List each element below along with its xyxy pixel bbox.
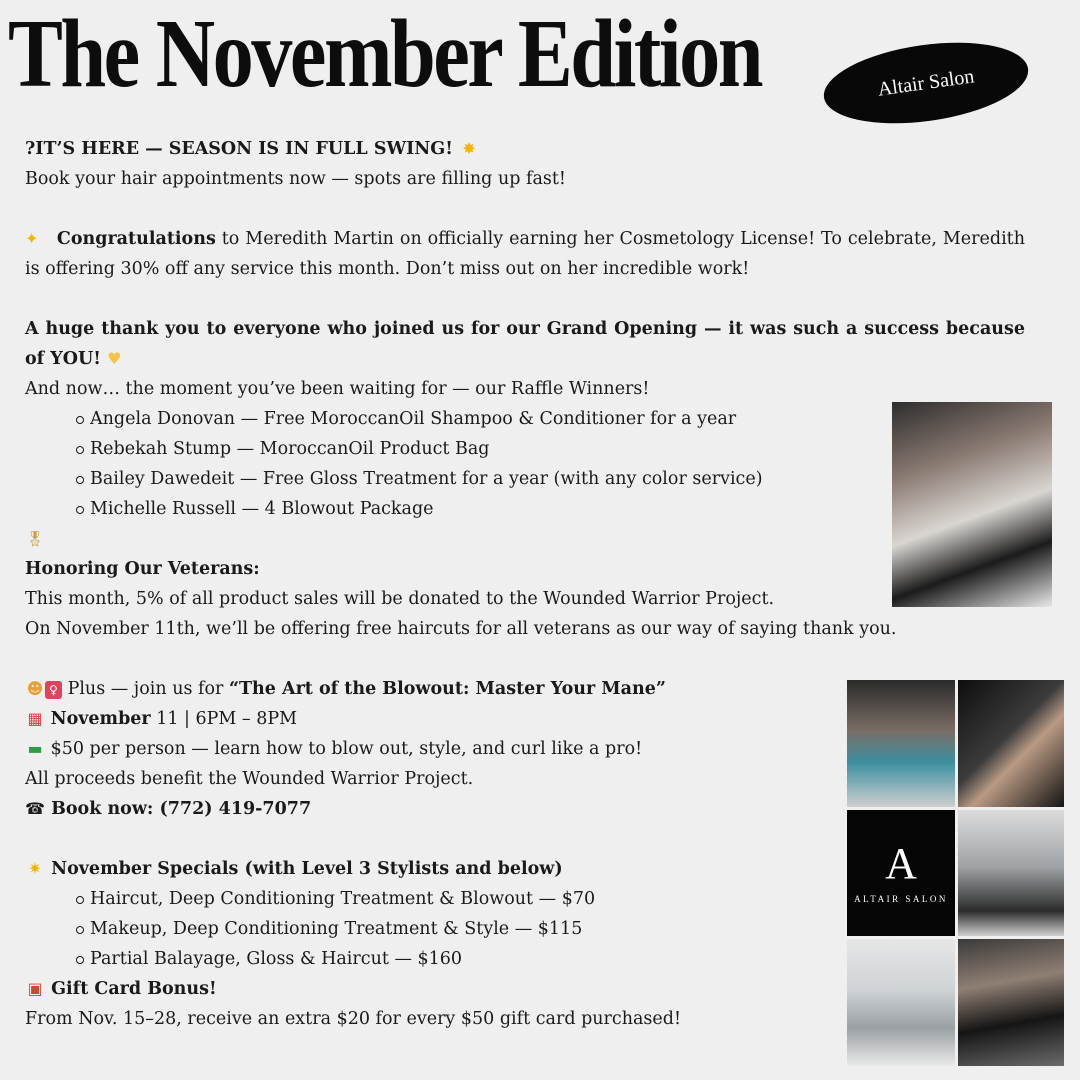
list-item: Haircut, Deep Conditioning Treatment & Blowout — $70 (90, 884, 1025, 914)
event-price: ▬ $50 per person — learn how to blow out, style, and curl like a pro! (25, 734, 1025, 764)
military-medal-icon: 🎖 (25, 530, 45, 548)
client-portrait-photo (958, 680, 1064, 807)
veterans-line-2: On November 11th, we’ll be offering free haircuts for all veterans as our way of saying thank you. (25, 619, 897, 639)
congrats-paragraph: ✦ Congratulations to Meredith Martin on officially earning her Cosmetology License! To celebrate, Meredith is offering 30% off any service this month. Don’t miss out on her incredible work! (25, 224, 1025, 284)
salon-badge (819, 31, 1034, 135)
newsletter-title: The November Edition (8, 0, 762, 108)
altair-salon-logo (847, 810, 955, 936)
stylist-photo (892, 402, 1052, 607)
product-shelf-photo (847, 939, 955, 1066)
female-sign-icon: ♀ (45, 681, 62, 699)
salon-guest-photo (958, 939, 1064, 1066)
list-item: Rebekah Stump — MoroccanOil Product Bag (90, 434, 1025, 464)
list-item: Angela Donovan — Free MoroccanOil Shampoo & Conditioner for a year (90, 404, 1025, 434)
list-item: Michelle Russell — 4 Blowout Package (90, 494, 1025, 524)
logo-letter: A (885, 839, 917, 888)
season-line: Book your hair appointments now — spots are filling up fast! (25, 169, 566, 189)
telephone-icon: ☎ (25, 799, 45, 818)
event-date: ▦ November 11 | 6PM – 8PM (25, 704, 1025, 734)
list-item: Makeup, Deep Conditioning Treatment & Style — $115 (90, 914, 1025, 944)
logo-text: ALTAIR SALON (854, 894, 948, 904)
veterans-heading: Honoring Our Veterans: (25, 559, 260, 579)
dizzy-star-icon: ✷ (28, 859, 42, 878)
raffle-intro: And now… the moment you’ve been waiting for — our Raffle Winners! (25, 379, 650, 399)
woman-icon: ☻ (26, 679, 44, 698)
season-heading: ?IT’S HERE — SEASON IS IN FULL SWING! ✸ (25, 134, 1025, 164)
yellow-heart-icon: ♥ (107, 349, 122, 368)
salon-interior-photo (847, 680, 955, 807)
specials-heading: ✷ November Specials (with Level 3 Stylists and below) (25, 854, 1025, 884)
gift-heading: ▣ Gift Card Bonus! (25, 974, 1025, 1004)
list-item: Partial Balayage, Gloss & Haircut — $160 (90, 944, 1025, 974)
raffle-winners-list (25, 404, 1025, 524)
glowing-star-icon: ✸ (462, 139, 476, 158)
salon-chairs-photo (958, 810, 1064, 936)
calendar-icon: ▦ (27, 709, 43, 728)
thanks-paragraph: A huge thank you to everyone who joined us for our Grand Opening — it was such a success because of YOU! ♥ (25, 314, 1025, 374)
event-intro: ☻ ♀ Plus — join us for “The Art of the Blowout: Master Your Mane” (25, 674, 1025, 704)
money-bill-icon: ▬ (27, 739, 43, 758)
event-proceeds: All proceeds benefit the Wounded Warrior Project. (25, 769, 474, 789)
gift-line: From Nov. 15–28, receive an extra $20 for every $50 gift card purchased! (25, 1009, 682, 1029)
salon-badge-label: Altair Salon (876, 64, 976, 101)
sparkles-icon: ✦ (25, 229, 39, 248)
event-booking: ☎ Book now: (772) 419-7077 (25, 794, 1025, 824)
gift-icon: ▣ (27, 979, 43, 998)
list-item: Bailey Dawedeit — Free Gloss Treatment for a year (with any color service) (90, 464, 1025, 494)
veterans-line-1: This month, 5% of all product sales will be donated to the Wounded Warrior Project. (25, 589, 775, 609)
